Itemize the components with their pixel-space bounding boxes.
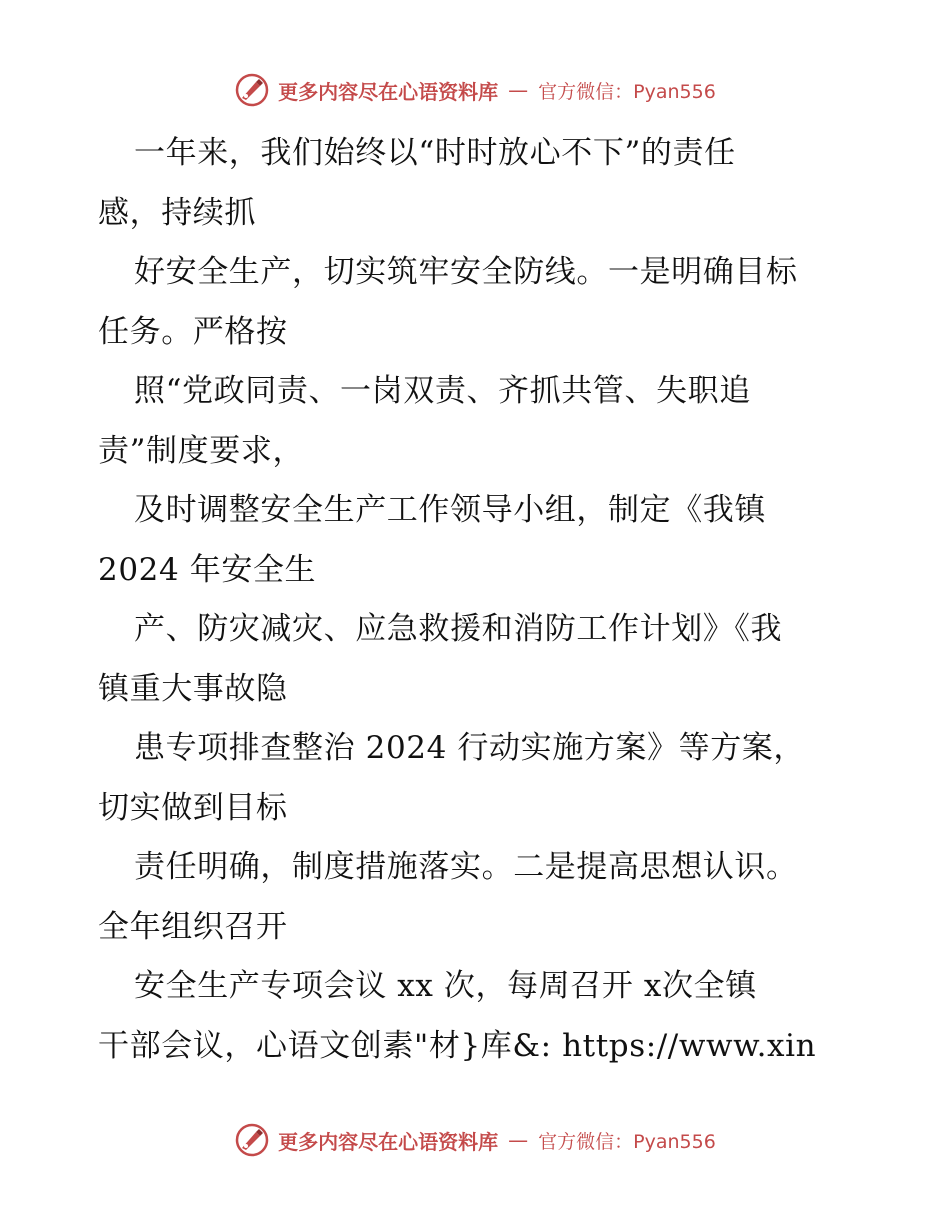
document-body [98,124,858,1076]
body-text-line: 干部会议，心语文创素"材}库&: https://www.xin [98,1027,817,1064]
body-text-line: 患专项排查整治 2024 行动实施方案》等方案， [134,730,805,766]
body-text-line: 照“党政同责、一岗双责、齐抓共管、失职追 [134,373,751,409]
body-text-line: 感，持续抓 [98,194,256,231]
watermark-dash: — [508,1128,529,1152]
body-text-line: 责任明确，制度措施落实。二是提高思想认识。 [134,849,798,885]
pen-logo-icon [234,1122,270,1158]
body-text-line: 全年组织召开 [98,908,288,945]
watermark-main-text: 更多内容尽在心语资料库 [278,79,499,104]
body-text-line: 安全生产专项会议 xx 次，每周召开 x次全镇 [134,968,757,1004]
body-text-line: 一年来，我们始终以“时时放心不下”的责任 [134,135,736,171]
body-text-line: 责”制度要求， [98,432,305,469]
body-text-line: 及时调整安全生产工作领导小组，制定《我镇 [134,492,766,528]
footer-watermark [0,1120,950,1160]
body-text-line: 好安全生产，切实筑牢安全防线。一是明确目标 [134,254,798,290]
body-text-line: 产、防灾减灾、应急救援和消防工作计划》《我 [134,611,783,647]
watermark-dash: — [508,78,529,102]
watermark-main-text: 更多内容尽在心语资料库 [278,1129,499,1154]
pen-logo-icon [234,72,270,108]
body-text-line: 任务。严格按 [98,313,288,350]
header-watermark [0,70,950,110]
watermark-wechat-text: 官方微信：Pyan556 [538,1130,716,1153]
body-text-line: 镇重大事故隐 [98,670,288,707]
body-text-line: 切实做到目标 [98,789,288,826]
body-text-line: 2024 年安全生 [98,551,317,588]
watermark-wechat-text: 官方微信：Pyan556 [538,80,716,103]
